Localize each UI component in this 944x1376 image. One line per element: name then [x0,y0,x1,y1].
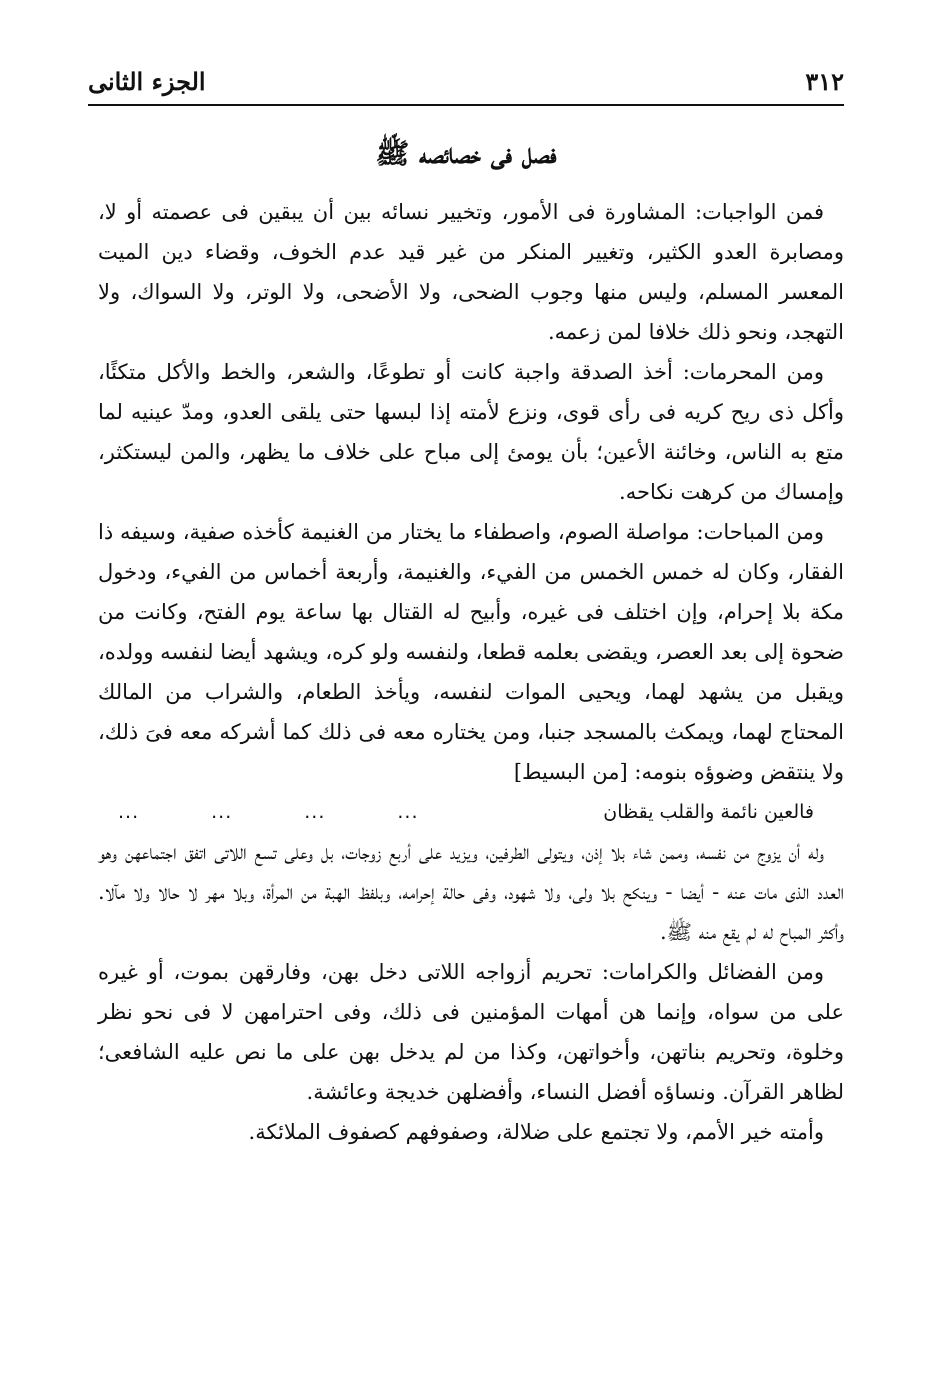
verse-text: فالعين نائمة والقلب يقظان [603,801,814,823]
verse-ellipsis: ... [118,801,140,823]
verse-ellipsis: ... [397,801,419,823]
paragraph-prohibitions [98,352,844,512]
section-title: فصل فى خصائصه ﷺ [375,137,557,170]
paragraph-text: وله أن يزوج من نفسه، وممن شاء بلا إذن، ويتولى الطرفين، ويزيد على أربع زوجات، بل وعلى تسع اللاتى اتفق اجتماعهن وهو العدد الذى مات عنه - أيضا - وينكح بلا ولى، ولا شهود، وفى حالة إحرامه، وبلفظ الهبة من المرأة، وبلا مهر لا حالا ولا مآلا. وأكثر المباح له لم يقع منه ﷺ. [98,840,844,944]
paragraph-ummah [98,1112,844,1152]
header-divider [88,104,844,106]
paragraph-text: ومن المحرمات: أخذ الصدقة واجبة كانت أو تطوعًا، والشعر، والخط والأكل متكئًا، وأكل ذى ريح كريه فى رأى قوى، ونزع لأمته إذا لبسها حتى يلقى العدو، ومدّ عينيه لما متع به الناس، وخائنة الأعين؛ بأن يومئ إلى مباح على خلاف ما يظهر، والمن ليستكثر، وإمساك من كرهت نكاحه. [98,360,844,504]
poetry-verse [98,792,844,832]
verse-ellipsis: ... [211,801,233,823]
page-number: ٣١٢ [805,67,844,96]
paragraph-text: فمن الواجبات: المشاورة فى الأمور، وتخيير نسائه بين أن يبقين فى عصمته أو لا، ومصابرة العدو الكثير، وتغيير المنكر من غير قيد عدم الخوف، وقضاء دين الميت المعسر المسلم، وليس منها وجوب الضحى، ولا الأضحى، ولا الوتر، ولا السواك، ولا التهجد، ونحو ذلك خلافا لمن زعمه. [98,200,844,344]
paragraph-obligations [98,192,844,352]
paragraph-permissions [98,512,844,792]
running-header [88,58,844,98]
paragraph-text: ومن المباحات: مواصلة الصوم، واصطفاء ما يختار من الغنيمة كأخذه صفية، وسيفه ذا الفقار، وكان له خمس الخمس من الفيء، والغنيمة، وأربعة أخماس من الفيء، ودخول مكة بلا إحرام، وإن اختلف فى غيره، وأبيح له القتال بها ساعة يوم الفتح، وكانت من ضحوة إلى بعد العصر، ويقضى بعلمه قطعا، ولنفسه ولو كره، ويشهد أيضا لنفسه وولده، ويقبل من يشهد لهما، ويحيى الموات لنفسه، ويأخذ الطعام، والشراب من المالك المحتاج لهما، ويمكث بالمسجد جنبا، ومن يختاره معه فى ذلك كما أشركه معه فىَ ذلك، ولا ينتقض وضوؤه بنومه: [من البسيط] [98,520,844,784]
paragraph-marriage [98,832,844,952]
volume-label: الجزء الثانى [88,67,206,96]
body-text [98,192,844,1152]
verse-ellipsis: ... [304,801,326,823]
verse-omitted-hemistich [118,792,419,832]
paragraph-virtues [98,952,844,1112]
paragraph-text: ومن الفضائل والكرامات: تحريم أزواجه اللاتى دخل بهن، وفارقهن بموت، أو غيره على من سواه، وإنما هن أمهات المؤمنين فى ذلك، وفى احترامهن لا فى نحو نظر وخلوة، وتحريم بناتهن، وأخواتهن، وكذا من لم يدخل بهن على ما نص عليه الشافعى؛ لظاهر القرآن. ونساؤه أفضل النساء، وأفضلهن خديجة وعائشة. [98,960,844,1104]
paragraph-text: وأمته خير الأمم، ولا تجتمع على ضلالة، وصفوفهم كصفوف الملائكة. [248,1120,824,1144]
